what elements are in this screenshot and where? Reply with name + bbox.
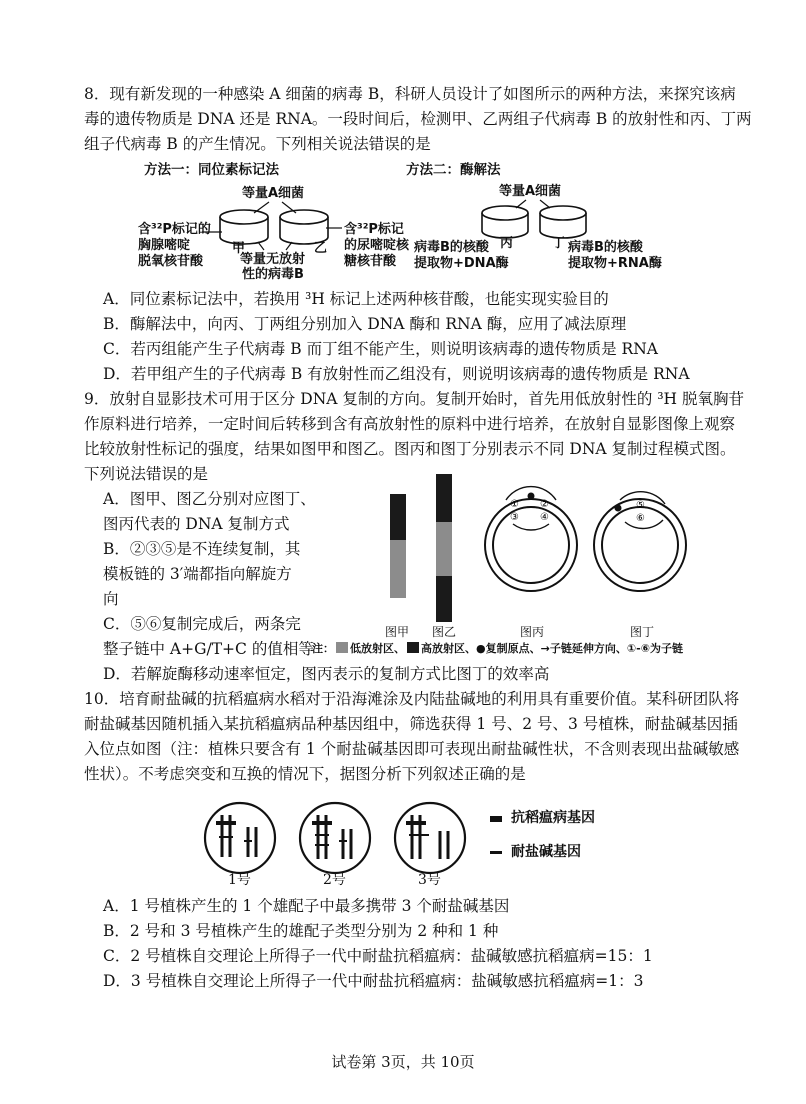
page-footer: 试卷第 3页，共 10页 [331,1053,475,1071]
q9-figures [380,470,720,630]
legend-salt-swatch [490,851,502,854]
figure-yi-strip [436,474,452,622]
q8-option-c: C．若丙组能产生子代病毒 B 而丁组不能产生，则说明该病毒的遗传物质是 RNA [103,340,658,358]
label-tu-bing: 图丙 [520,625,545,639]
q9-option-d: D．若解旋酶移动速率恒定，图丙表示的复制方式比图丁的效率高 [103,665,550,683]
q9-option-a-line-2: 图丙代表的 DNA 复制方式 [103,515,290,533]
q10-stem-line-1: 10．培育耐盐碱的抗稻瘟病水稻对于沿海滩涂及内陆盐碱地的利用具有重要价值。某科研团队将 [84,690,740,708]
q10-option-a: A．1 号植株产生的 1 个雄配子中最多携带 3 个耐盐碱基因 [103,897,510,915]
legend-salt: 耐盐碱基因 [511,844,581,860]
note-high: 高放射区、 [421,642,476,655]
q10-stem-line-2: 耐盐碱基因随机插入某抗稻瘟病品种基因组中，筛选获得 1 号、2 号、3 号植株，耐盐碱基因插 [84,715,738,733]
circled-4: ④ [540,512,549,523]
note-high-swatch [407,642,419,653]
bacteria-label-1: 等量A细菌 [242,186,305,201]
note-range: ①-⑥为子链 [626,642,684,655]
left-label-line-2: 胸腺嘧啶 [138,238,191,253]
q9-option-c-line-1: C．⑤⑥复制完成后，两条完 [103,615,301,633]
q8-stem-line-3: 组子代病毒 B 的产生情况。下列相关说法错误的是 [84,135,431,153]
circled-6: ⑥ [636,513,645,524]
q8-stem-line-1: 8．现有新发现的一种感染 A 细菌的病毒 B，科研人员设计了如图所示的两种方法，来探究该病 [84,85,736,103]
note-low-swatch [336,642,348,653]
left-label-line-3: 脱氧核苷酸 [138,254,204,269]
q10-option-c: C．2 号植株自交理论上所得子一代中耐盐抗稻瘟病：盐碱敏感抗稻瘟病=15：1 [103,947,653,965]
q9-option-c-line-2: 整子链中 A+G/T+C 的值相等 [103,640,314,658]
q9-option-a-line-1: A．图甲、图乙分别对应图丁、 [103,490,316,508]
right-label-line-1: 含³²P标记 [344,222,404,237]
note-arrow: →子链延伸方向、 [540,642,627,655]
q9-option-b-line-1: B．②③⑤是不连续复制，其 [103,540,301,558]
virus-label-line-1: 等量无放射 [240,252,306,267]
q8-option-b: B．酶解法中，向丙、丁两组分别加入 DNA 酶和 RNA 酶，应用了减法原理 [103,315,627,333]
q8-option-a: A．同位素标记法中，若换用 ³H 标记上述两种核苷酸，也能实现实验目的 [103,290,609,308]
origin-dot-ding [615,505,622,512]
q8-option-d: D．若甲组产生的子代病毒 B 有放射性而乙组没有，则说明该病毒的遗传物质是 RNA [103,365,690,383]
cell-label-3: 3号 [418,872,441,888]
bacteria-label-2: 等量A细菌 [499,184,562,199]
q9-stem-line-1: 9．放射自显影技术可用于区分 DNA 复制的方向。复制开始时，首先用低放射性的 ³H 脱氧胸苷 [84,390,744,408]
q9-option-b-line-2: 模板链的 3′端都指向解旋方 [103,565,292,583]
ding-label-line-2: 提取物+RNA酶 [568,256,662,271]
cell-3 [395,803,465,873]
q10-stem-line-3: 入位点如图（注：植株只要含有 1 个耐盐碱基因即可表现出耐盐碱性状，不含则表现出盐碱敏感 [84,740,740,758]
label-ding: 丁 [552,236,566,251]
circled-3: ③ [510,512,519,523]
bing-label-line-1: 病毒B的核酸 [414,240,489,255]
petri-dish-bing [482,206,528,238]
label-tu-yi: 图乙 [432,625,457,639]
figure-bing-rings [485,487,577,591]
origin-dot-bing [528,493,535,500]
label-jia: 甲 [232,241,246,256]
circled-5: ⑤ [636,500,645,511]
label-tu-ding: 图丁 [630,625,655,639]
q9-option-b-line-3: 向 [103,590,119,608]
cell-label-1: 1号 [228,872,251,888]
q8-stem-line-2: 毒的遗传物质是 DNA 还是 RNA。一段时间后，检测甲、乙两组子代病毒 B 的放射性和丙、丁两 [84,110,752,128]
virus-label-line-2: 性的病毒B [242,267,304,282]
legend-disease: 抗稻瘟病基因 [511,810,595,826]
ding-label-line-1: 病毒B的核酸 [568,240,643,255]
petri-dish-ding [540,206,586,238]
q9-stem-line-3: 比较放射性标记的强度，结果如图甲和图乙。图丙和图丁分别表示不同 DNA 复制过程模式图。 [84,440,736,458]
label-yi: 乙 [314,241,328,256]
q10-stem-line-4: 性状）。不考虑突变和互换的情况下，据图分析下列叙述正确的是 [84,765,526,783]
circled-2: ② [540,499,549,510]
petri-dish-yi [280,210,328,244]
circled-1: ① [510,499,519,510]
q8-diagram [130,158,690,282]
q9-stem-line-2: 作原料进行培养，一定时间后转移到含有高放射性的原料中进行培养，在放射自显影图像上观察 [84,415,736,433]
note-prefix: 注： [312,642,334,655]
right-label-line-3: 糖核苷酸 [344,254,397,269]
q9-note [312,641,683,657]
figure-jia-strip [390,494,406,598]
label-tu-jia: 图甲 [385,625,410,639]
right-label-line-2: 的尿嘧啶核 [344,238,410,253]
cell-1 [205,803,275,873]
legend-disease-swatch [490,816,502,822]
left-label-line-1: 含³²P标记的 [138,222,211,237]
q10-option-b: B．2 号和 3 号植株产生的雄配子类型分别为 2 种和 1 种 [103,922,499,940]
bing-label-line-2: 提取物+DNA酶 [414,256,509,271]
method2-title: 方法二：酶解法 [406,162,501,178]
q10-option-d: D．3 号植株自交理论上所得子一代中耐盐抗稻瘟病：盐碱敏感抗稻瘟病=1：3 [103,972,644,990]
q9-stem-line-4: 下列说法错误的是 [84,465,209,483]
note-origin: ●复制原点、 [476,642,541,655]
label-bing: 丙 [500,236,514,251]
method1-title: 方法一：同位素标记法 [144,162,279,178]
petri-dish-jia [220,210,268,244]
note-low: 低放射区、 [350,642,405,655]
cell-2 [300,803,370,873]
cell-label-2: 2号 [323,872,346,888]
